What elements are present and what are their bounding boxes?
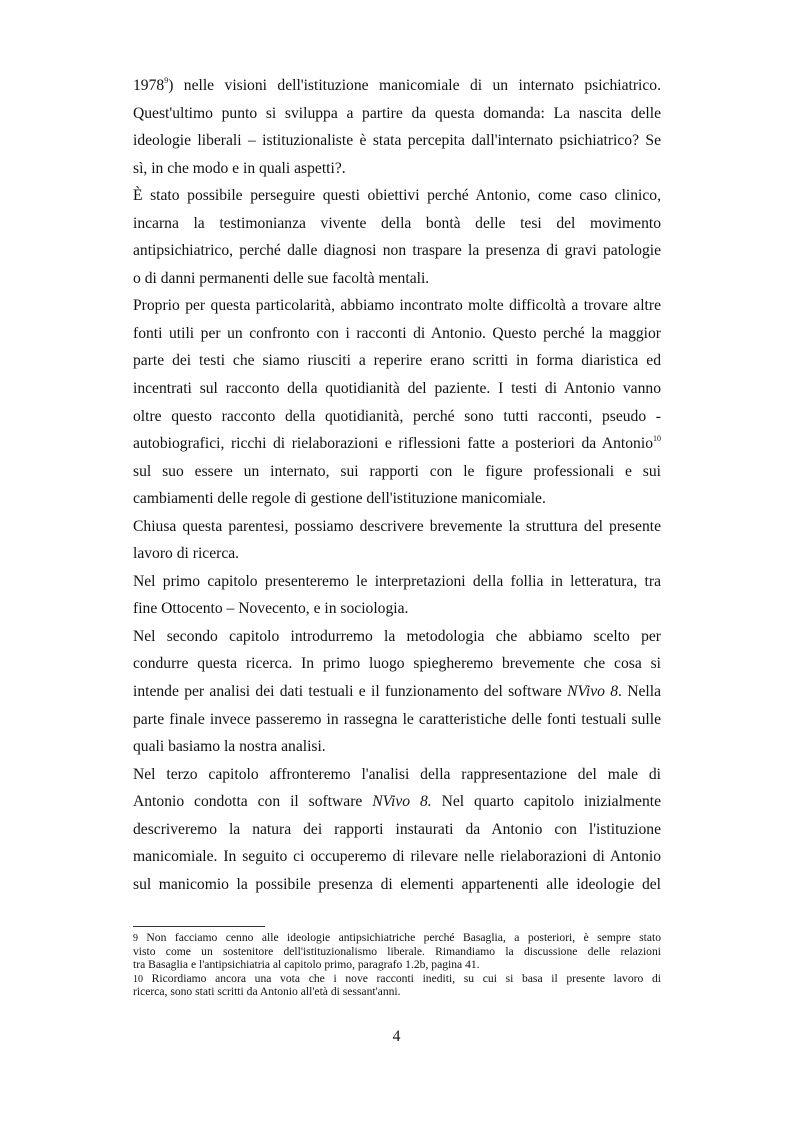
text-line: fonti utili per un confronto con i racconti di Antonio. Questo perché la maggior	[133, 324, 661, 342]
text-line: lavoro di ricerca.	[133, 545, 240, 563]
text-line: parte dei testi che siamo riusciti a reperire erano scritti in forma diaristica ed	[133, 352, 661, 370]
text-line: Nel terzo capitolo affronteremo l'analisi della rappresentazione del male di	[133, 765, 661, 783]
footnote-line	[133, 972, 661, 986]
footnote-reference: 10	[653, 434, 661, 444]
text-line	[133, 72, 661, 100]
text-line: incarna la testimonianza vivente della bontà delle tesi del movimento	[133, 214, 661, 232]
text-fragment: intende per analisi dei dati testuali e il funzionamento del software	[133, 683, 568, 701]
text-line: sul manicomio la possibile presenza di elementi appartenenti alle ideologie del	[133, 875, 661, 893]
text-line: oltre questo racconto della quotidianità, perché sono tutti racconti, pseudo -	[133, 407, 661, 425]
text-line: sì, in che modo e in quali aspetti?.	[133, 159, 346, 177]
footnote	[133, 972, 661, 999]
text-line: descriveremo la natura dei rapporti instaurati da Antonio con l'istituzione	[133, 820, 661, 838]
text-line: Nel secondo capitolo introdurremo la metodologia che abbiamo scelto per	[133, 627, 661, 645]
text-line: Quest'ultimo punto si sviluppa a partire da questa domanda: La nascita delle	[133, 104, 661, 122]
text-fragment: autobiografici, ricchi di rielaborazioni e riflessioni fatte a posteriori da Antonio	[133, 435, 653, 453]
page-number: 4	[392, 1028, 401, 1045]
text-fragment: Antonio condotta con il software	[133, 793, 373, 811]
text-fragment: 1978	[133, 77, 165, 94]
footnote-number: 10	[133, 973, 143, 985]
paragraph	[133, 72, 661, 182]
text-line: Chiusa questa parentesi, possiamo descrivere brevemente la struttura del presente	[133, 517, 661, 535]
text-line: antipsichiatrico, perché dalle diagnosi non traspare la presenza di gravi patologie	[133, 242, 661, 260]
footnote-line	[133, 985, 661, 999]
footnote-text: ricerca, sono stati scritti da Antonio all'età di sessant'anni.	[133, 985, 401, 999]
paragraph	[133, 292, 661, 512]
software-name: NVivo 8	[567, 683, 619, 701]
text-line: condurre questa ricerca. In primo luogo spiegheremo brevemente che cosa si	[133, 655, 661, 673]
text-line: ideologie liberali – istituzionaliste è stata percepita dall'internato psichiatrico? Se	[133, 132, 661, 150]
text-line: sul suo essere un internato, sui rapporti con le figure professionali e sui	[133, 462, 661, 480]
text-fragment: . Nella	[618, 683, 661, 701]
software-name: NVivo 8.	[372, 793, 432, 811]
paragraph	[133, 182, 661, 292]
text-line: fine Ottocento – Novecento, e in sociologia.	[133, 600, 409, 618]
paragraph	[133, 761, 661, 899]
body-text	[133, 72, 661, 898]
footnote-separator	[133, 926, 265, 927]
footnote-text: Non facciamo cenno alle ideologie antipsichiatriche perché Basaglia, a posteriori, è sempre stato	[138, 931, 661, 944]
text-line: incentrati sul racconto della quotidianità del paziente. I testi di Antonio vanno	[133, 380, 661, 398]
text-line: Nel primo capitolo presenteremo le interpretazioni della follia in letteratura, tra	[133, 572, 661, 590]
text-line: o di danni permanenti delle sue facoltà mentali.	[133, 269, 430, 287]
footnote-number: 9	[133, 933, 138, 944]
text-line: manicomiale. In seguito ci occuperemo di rilevare nelle rielaborazioni di Antonio	[133, 848, 661, 866]
footnote-reference: 9	[164, 76, 169, 85]
paragraph	[133, 513, 661, 568]
text-line: quali basiamo la nostra analisi.	[133, 738, 326, 756]
text-line	[133, 678, 661, 706]
text-line	[133, 788, 661, 816]
footnote-text: visto come un sostenitore dell'istituzionalismo liberale. Rimandiamo la discussione delle relazioni	[133, 944, 661, 958]
footnote-line	[133, 945, 661, 959]
footnote-text: tra Basaglia e l'antipsichiatria al capitolo primo, paragrafo 1.2b, pagina 41.	[133, 958, 480, 972]
text-line: parte finale invece passeremo in rassegna le caratteristiche delle fonti testuali sulle	[133, 710, 661, 728]
footnote-line	[133, 958, 661, 972]
text-line: cambiamenti delle regole di gestione dell'istituzione manicomiale.	[133, 490, 546, 508]
footnote	[133, 931, 661, 972]
text-line	[133, 430, 661, 458]
text-line: Proprio per questa particolarità, abbiamo incontrato molte difficoltà a trovare altre	[133, 297, 661, 315]
paragraph	[133, 623, 661, 761]
text-fragment: ) nelle visioni dell'istituzione manicomiale di un internato psichiatrico.	[168, 77, 661, 94]
footnote-line	[133, 931, 661, 945]
footnote-text: Ricordiamo ancora una vota che i nove racconti inediti, su cui si basa il presente lavoro di	[143, 971, 661, 985]
paragraph	[133, 568, 661, 623]
text-fragment: Nel quarto capitolo inizialmente	[431, 793, 661, 811]
text-line: È stato possibile perseguire questi obiettivi perché Antonio, come caso clinico,	[133, 187, 661, 205]
footnotes	[133, 931, 661, 999]
